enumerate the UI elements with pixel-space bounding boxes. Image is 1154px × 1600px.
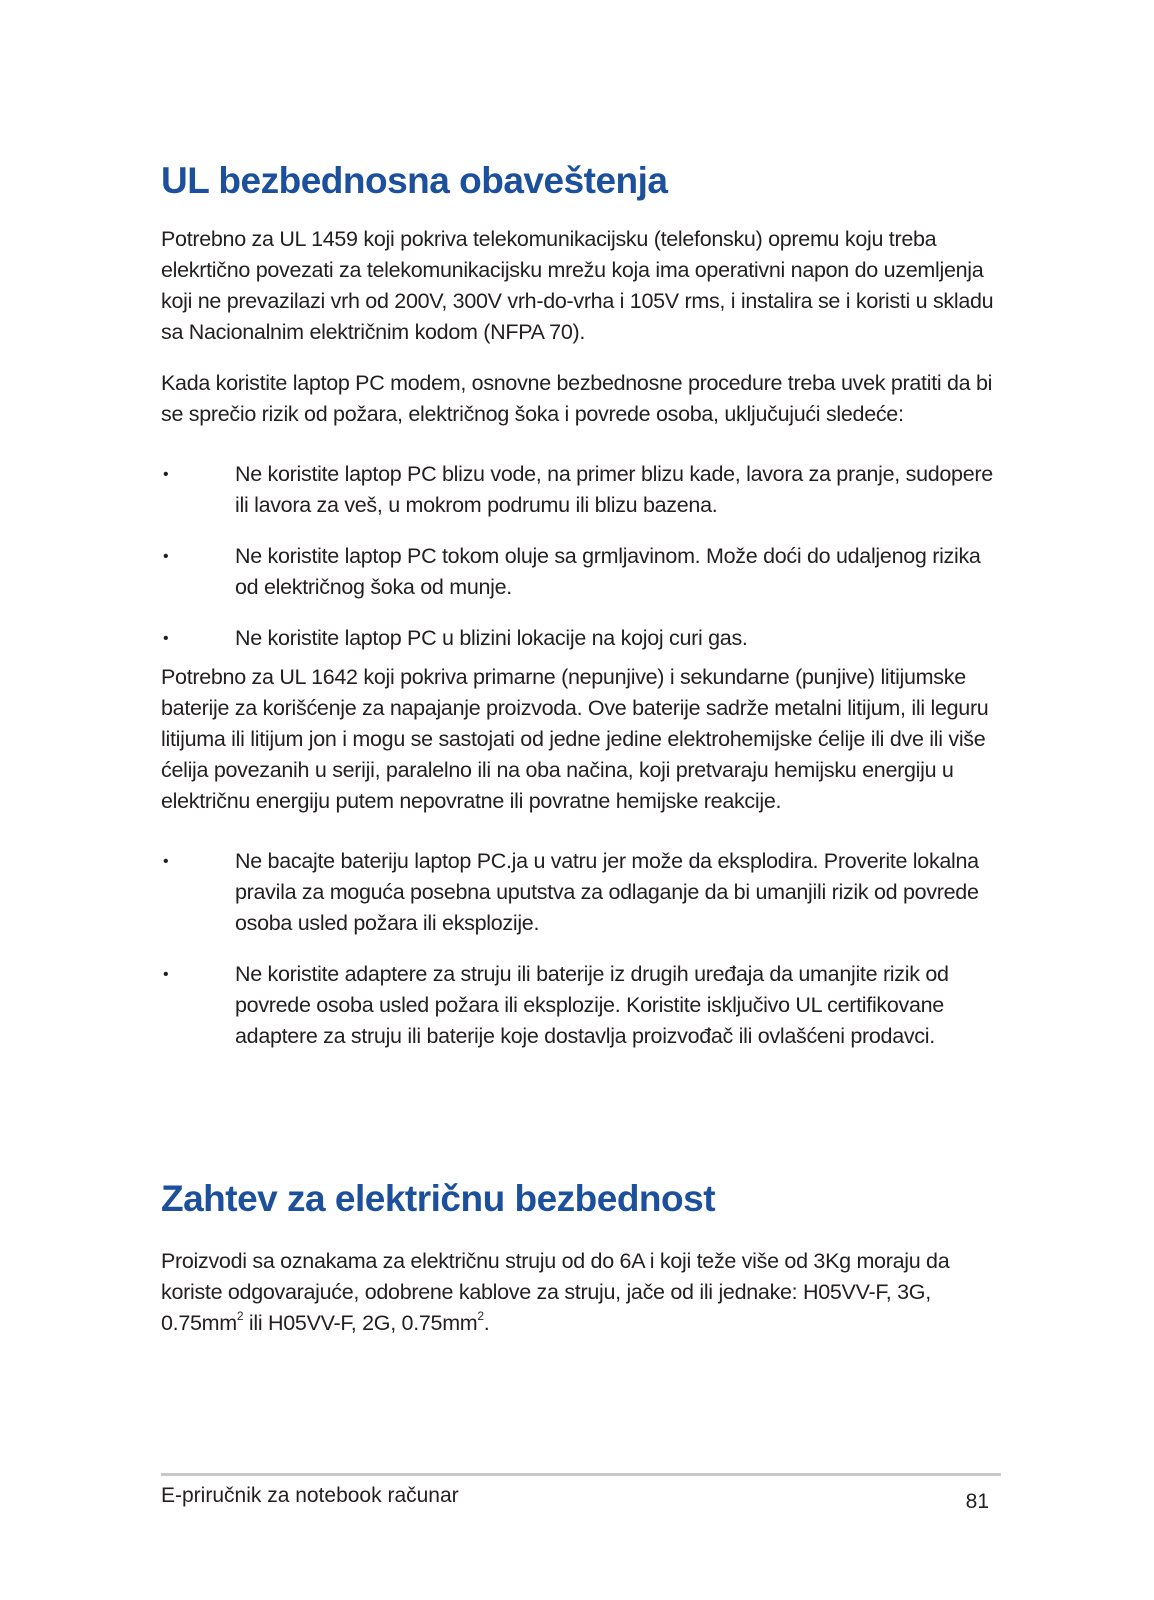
list-item-text: Ne koristite laptop PC blizu vode, na primer blizu kade, lavora za pranje, sudopere ili lavora za veš, u mokrom podrumu ili blizu bazena. <box>235 462 993 517</box>
bullet-icon: • <box>163 548 169 565</box>
manual-page <box>161 0 1001 1600</box>
section-title-ul-safety: UL bezbednosna obaveštenja <box>161 160 668 201</box>
list-item <box>161 459 1001 521</box>
page-footer <box>161 1473 1001 1514</box>
list-item <box>161 541 1001 603</box>
list-item <box>161 846 1001 939</box>
paragraph-power-cord <box>161 1246 1001 1339</box>
page-number: 81 <box>965 1490 989 1513</box>
list-item <box>161 623 1001 654</box>
section-title-electrical-safety: Zahtev za električnu bezbednost <box>161 1178 716 1219</box>
superscript: 2 <box>477 1309 484 1323</box>
list-item-text: Ne koristite laptop PC tokom oluje sa grmljavinom. Može doći do udaljenog rizika od električnog šoka od munje. <box>235 544 981 599</box>
power-cord-text-a: Proizvodi sa oznakama za električnu struju od do 6A i koji teže više od 3Kg moraju da koriste odgovarajuće, odobrene kablove za struju, jače od ili jednake: H05VV-F, 3G, 0.75mm <box>161 1249 950 1335</box>
ul-section-body <box>161 224 1001 1072</box>
power-cord-text-c: . <box>483 1311 490 1335</box>
bullet-icon: • <box>163 853 169 870</box>
paragraph-ul1459: Potrebno za UL 1459 koji pokriva telekomunikacijsku (telefonsku) opremu koju treba elekrtično povezati za telekomunikacijsku mrežu koja ima operativni napon do uzemljenja koji ne prevazilazi vrh od 200V, 300V vrh-do-vrha i 105V rms, i instalira se i koristi u skladu sa Nacionalnim električnim kodom (NFPA 70). <box>161 227 994 344</box>
bullet-icon: • <box>163 630 169 647</box>
footer-manual-title: E-priručnik za notebook računar <box>161 1484 459 1507</box>
list-item-text: Ne bacajte bateriju laptop PC.ja u vatru jer može da eksplodira. Proverite lokalna pravila za moguća posebna uputstva za odlaganje da bi umanjili rizik od povrede osoba usled požara ili eksplozije. <box>235 849 979 935</box>
modem-safety-list <box>161 459 1001 654</box>
paragraph-modem-safety: Kada koristite laptop PC modem, osnovne bezbednosne procedure treba uvek pratiti da bi se sprečio rizik od požara, električnog šoka i povrede osoba, uključujući sledeće: <box>161 371 993 426</box>
list-item-text: Ne koristite laptop PC u blizini lokacije na kojoj curi gas. <box>235 626 748 650</box>
bullet-icon: • <box>163 966 169 983</box>
list-item <box>161 959 1001 1052</box>
paragraph-ul1642: Potrebno za UL 1642 koji pokriva primarne (nepunjive) i sekundarne (punjive) litijumske baterije za korišćenje za napajanje proizvoda. Ove baterije sadrže metalni litijum, ili leguru litijuma ili litijum jon i mogu se sastojati od jedne jedine elektrohemijske ćelije ili dve ili više ćelija povezanih u seriji, paralelno ili na oba načina, koji pretvaraju hemijsku energiju u električnu energiju putem nepovratne ili povratne hemijske reakcije. <box>161 665 989 813</box>
electrical-section-body <box>161 1246 1001 1339</box>
bullet-icon: • <box>163 466 169 483</box>
superscript: 2 <box>236 1309 244 1323</box>
list-item-text: Ne koristite adaptere za struju ili baterije iz drugih uređaja da umanjite rizik od povrede osoba usled požara ili eksplozije. Koristite isključivo UL certifikovane adaptere za struju ili baterije koje dostavlja proizvođač ili ovlašćeni prodavci. <box>235 962 949 1048</box>
power-cord-text-b: ili H05VV-F, 2G, 0.75mm <box>243 1311 478 1335</box>
battery-safety-list <box>161 846 1001 1052</box>
